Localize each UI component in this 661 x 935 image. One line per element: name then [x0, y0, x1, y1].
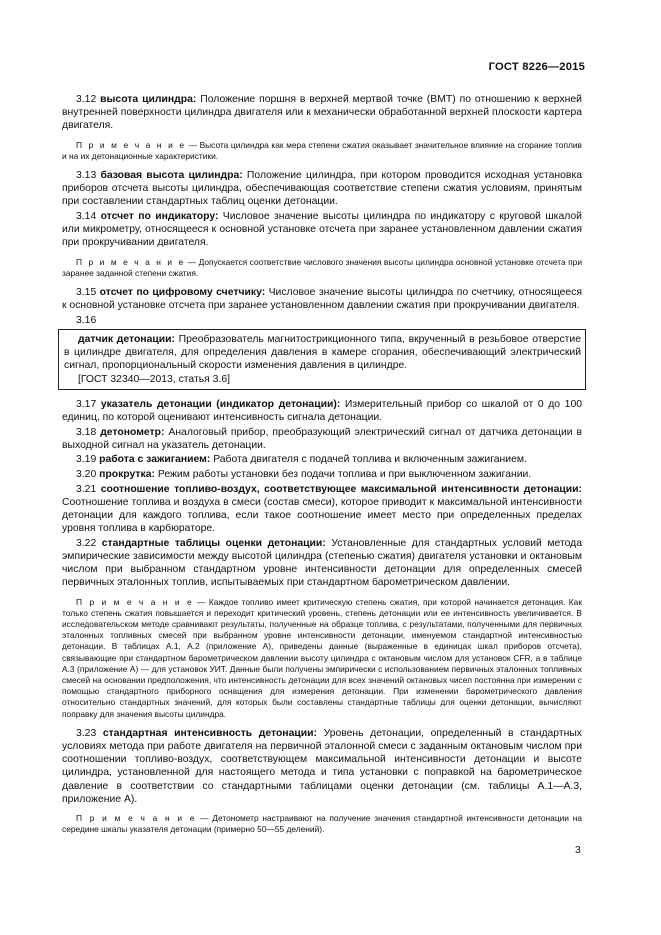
clause-term: указатель детонации (индикатор детонации): [100, 398, 341, 410]
note-4 [62, 813, 582, 835]
note-label: П р и м е ч а н и е [76, 139, 187, 150]
clause-3-14 [62, 210, 582, 250]
note-label: П р и м е ч а н и е [76, 256, 186, 267]
clause-text: Соотношение топлива и воздуха в смеси (состав смеси), которое приводит к максимальной интенсивности детонации для каждого топлива, если такое соотношение имеет место при определенных пределах уровня топлива в карбюраторе. [62, 496, 582, 535]
clause-3-22 [62, 537, 582, 590]
clause-number: 3.23 [76, 727, 97, 739]
clause-term: отсчет по индикатору: [100, 211, 219, 223]
note-1 [62, 140, 582, 162]
note-label: П р и м е ч а н и е [76, 596, 194, 607]
clause-text: Преобразователь магнитострикционного типа, вкрученный в резьбовое отверстие в цилиндре двигателя, для определения давления в камере сгорания, обеспечивающий электрический сигнал, пропорциональный скорости изменения давления в цилиндре. [64, 334, 581, 372]
clause-text: Положение цилиндра, при котором проводится исходная установка приборов отсчета высоты цилиндра, обеспечивающая соответствие степени сжатия условиям, принятым при составлении стандартных таблиц оценки детонации. [62, 170, 583, 208]
clause-3-13 [62, 169, 582, 209]
clause-term: работа с зажиганием: [99, 454, 211, 466]
note-text: — Каждое топливо имеет критическую степень сжатия, при которой начинается детонация. Как только степень сжатия повышается и переходит критический уровень, степень детонации или ее интенсивность увеличивается. В исследовательском методе сравнивают результаты, полученные на образце топлива, с результатами, полученными для первичных эталонных топливных смесей при выбранном уровне интенсивности детонации, именуемом стандартной интенсивностью детонации. В таблицах А.1, А.2 (приложение А), приведены данные (выраженные в единицах шкал приборов отсчета), связывающие при стандартном барометрическом давлении высоту цилиндра с октановым числом для установок CFR, а в таблице А.3 (приложение А) — для установок УИТ. Данные были получены эмпирически с использованием первичных эталонных топливных смесей на основании предположения, что интенсивность детонации для всех значений октановых чисел постоянна при измерении с помощью стандартного приборного оснащения для измерения детонации. При изменении барометрического давления относительно стандартных значений, для которых были составлены стандартные таблицы для оценки детонации, вычисляют поправку для значения высоты цилиндра. [62, 596, 582, 719]
clause-3-16-box [58, 329, 586, 390]
clause-3-20 [62, 468, 582, 481]
clause-3-21 [62, 483, 582, 536]
clause-number: 3.13 [76, 170, 97, 182]
clause-number: 3.19 [76, 454, 97, 466]
clause-number: 3.14 [76, 211, 97, 223]
clause-text: Работа двигателя с подачей топлива и включенным зажиганием. [213, 454, 527, 466]
clause-3-19 [62, 453, 582, 466]
note-text: — Детонометр настраивают на получение значения стандартной интенсивности детонации на середине шкалы указателя детонации (примерно 50—55 делений). [62, 813, 582, 835]
clause-term: базовая высота цилиндра: [100, 170, 243, 182]
clause-3-16 [64, 333, 581, 373]
clause-term: соотношение топливо-воздух, соответствующее максимальной интенсивности детонации: [100, 483, 582, 495]
clause-text: Положение поршня в верхней мертвой точке (ВМТ) по отношению к верхней внутренней поверхности цилиндра двигателя или к механически обработанной верхней плоскости картера двигателя. [62, 94, 582, 132]
clause-term: прокрутка: [99, 469, 155, 481]
clause-text: Измерительный прибор со шкалой от 0 до 100 единиц, по которой оценивают интенсивность сигнала детонации. [62, 398, 583, 424]
note-text: — Допускается соответствие числового значения высоты цилиндра основной установке отсчета при заранее заданной степени сжатия. [62, 256, 583, 278]
note-3 [62, 597, 582, 720]
clause-text: Установленные для стандартных условий метода эмпирические зависимости между высотой цилиндра (степенью сжатия) двигателя установки и октановым числом при выбранном стандартном уровне интенсивности детонации для определенных смесей первичных эталонных топлив, испытываемых при стандартном барометрическом давлении. [62, 537, 582, 589]
clause-term: отсчет по цифровому счетчику: [99, 287, 266, 299]
clause-text: Числовое значение высоты цилиндра по индикатору с круговой шкалой или микрометру, относящееся к основной установке отсчета при заранее установленном давлении сжатия при прокручивании двигателя. [62, 211, 582, 249]
standard-designation: ГОСТ 8226—2015 [488, 61, 585, 73]
clause-number: 3.21 [76, 483, 97, 495]
clause-term: высота цилиндра: [100, 94, 197, 105]
clause-term: датчик детонации: [78, 334, 175, 346]
note-label: П р и м е ч а н и е [76, 813, 197, 824]
document-body [62, 93, 582, 843]
clause-text: Режим работы установки без подачи топлива и при выключенном зажигании. [157, 469, 532, 481]
clause-text: Уровень детонации, определенный в стандартных условиях метода при работе двигателя на первичной эталонной смеси с заданным октановым числом при соотношении топливо-воздух, соответствующем максимальной интенсивности детонации и высоте цилиндра, установленной для настоящего метода и типа установки с поправкой на барометрическое давление в соответствии со стандартными таблицами оценки детонации (см. таблицы А.1—А.3, приложение А). [62, 727, 582, 805]
page-number: 3 [575, 845, 581, 856]
clause-term: стандартные таблицы оценки детонации: [101, 537, 326, 549]
clause-text: Числовое значение высоты цилиндра по счетчику, относящееся к основной установке отсчета при заранее установленном давлении сжатия при прокручивании двигателя. [62, 287, 582, 312]
clause-3-17 [62, 398, 582, 424]
clause-3-23 [62, 727, 582, 806]
note-text: — Высота цилиндра как мера степени сжатия оказывает значительное влияние на сгорание топлив и на их детонационные характеристики. [62, 139, 583, 161]
clause-text: Аналоговый прибор, преобразующий электрический сигнал от датчика детонации в выходной сигнал на указатель детонации. [62, 426, 583, 451]
clause-3-12 [62, 93, 582, 133]
clause-number: 3.22 [76, 537, 97, 549]
clause-number: 3.17 [76, 398, 97, 410]
clause-3-15 [62, 286, 582, 312]
clause-term: стандартная интенсивность детонации: [102, 727, 317, 739]
clause-term: детонометр: [100, 426, 165, 438]
clause-number: 3.18 [76, 426, 97, 438]
clause-3-16-number: 3.16 [76, 314, 97, 326]
note-2 [62, 257, 582, 279]
clause-number: 3.15 [76, 287, 97, 299]
clause-number: 3.12 [76, 94, 97, 105]
clause-3-18 [62, 426, 582, 452]
source-reference: [ГОСТ 32340—2013, статья 3.6] [78, 373, 230, 385]
clause-number: 3.20 [76, 469, 97, 481]
